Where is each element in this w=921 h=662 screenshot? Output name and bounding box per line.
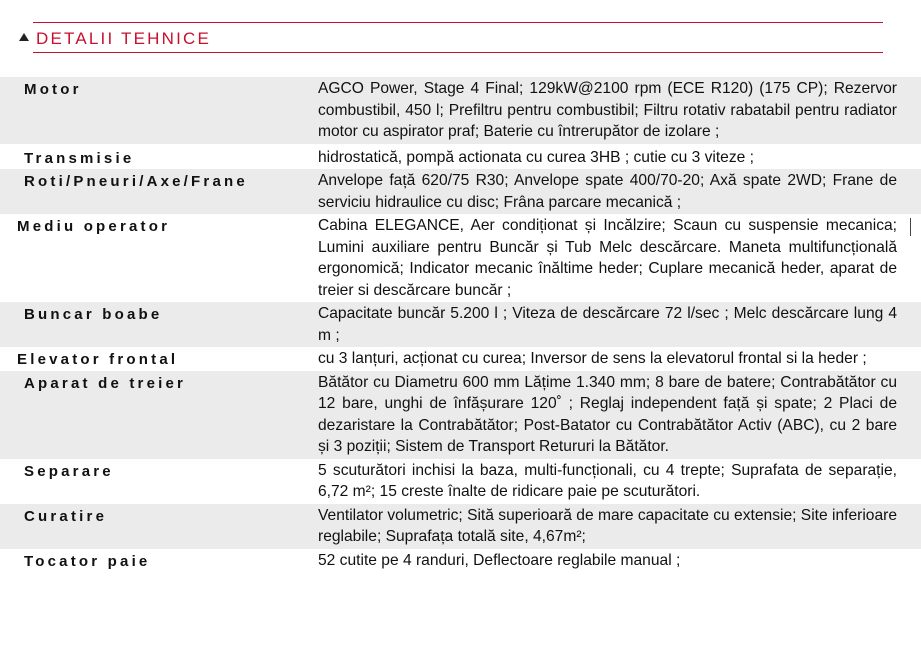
spec-row-mediu-operator xyxy=(0,214,921,302)
collapse-triangle-icon[interactable] xyxy=(19,33,29,41)
header-top-rule xyxy=(33,22,883,23)
spec-row-motor xyxy=(0,77,921,144)
spec-label: Buncar boabe xyxy=(24,306,163,323)
spec-label: Elevator frontal xyxy=(17,351,179,368)
spec-value: Ventilator volumetric; Sită superioară de mare capacitate cu extensie; Site inferioare reglabile; Suprafața totală site, 4,67m²; xyxy=(318,506,898,545)
spec-value: hidrostatică, pompă actionata cu curea 3HB ; cutie cu 3 viteze ; xyxy=(318,148,754,166)
section-title: DETALII TEHNICE xyxy=(36,29,212,48)
spec-row-curatire xyxy=(0,504,921,549)
spec-label: Motor xyxy=(24,81,82,98)
spec-value: 52 cutite pe 4 randuri, Deflectoare reglabile manual ; xyxy=(318,551,681,569)
spec-label: Mediu operator xyxy=(17,218,171,235)
spec-row-separare xyxy=(0,459,921,504)
spec-row-roti xyxy=(0,169,921,214)
spec-value: Cabina ELEGANCE, Aer condiționat și Incălzire; Scaun cu suspensie mecanica; Lumini auxiliare pentru Buncăr și Tub Melc descărcare. Maneta multifuncțională ergonomică; Indicator mecanic înăltime heder; Cuplare mecanică heder, aparat de treier si descărcare buncăr ; xyxy=(318,217,897,299)
spec-row-tocator xyxy=(0,549,921,573)
spec-label: Curatire xyxy=(24,507,108,525)
text-cursor xyxy=(910,218,911,236)
header-bottom-rule xyxy=(33,52,883,53)
spec-label: Roti/Pneuri/Axe/Frane xyxy=(24,173,248,190)
spec-value: Anvelope față 620/75 R30; Anvelope spate 400/70-20; Axă spate 2WD; Frane de serviciu hidraulice cu disc; Frâna parcare mecanică ; xyxy=(318,172,897,211)
specs-table xyxy=(0,77,921,572)
spec-value: Capacitate buncăr 5.200 l ; Viteza de descărcare 72 l/sec ; Melc descărcare lung 4 m ; xyxy=(318,305,897,344)
spec-row-aparat-treier xyxy=(0,371,921,459)
spec-label: Aparat de treier xyxy=(24,374,187,392)
spec-value: cu 3 lanțuri, acționat cu curea; Inversor de sens la elevatorul frontal si la heder ; xyxy=(318,350,867,367)
spec-value: Bătător cu Diametru 600 mm Lățime 1.340 mm; 8 bare de batere; Contrabătător cu 12 bare, unghi de înfășurare 120˚ ; Reglaj independent față și spate; 2 Placi de dezaristare la Contrabătător; Post-Batator cu Contrabătător Activ (ABC), cu 2 bare și 3 poziții; Sistem de Transport Retururi la Bătător. xyxy=(318,373,897,455)
spec-row-buncar xyxy=(0,302,921,347)
spec-value: 5 scuturători inchisi la baza, multi-funcționali, cu 4 trepte; Suprafata de separație, 6,72 m²; 15 creste înalte de ridicare paie pe scuturători. xyxy=(318,461,897,500)
spec-row-elevator xyxy=(0,347,921,371)
spec-label: Transmisie xyxy=(24,149,135,167)
spec-label: Separare xyxy=(24,462,114,480)
spec-label: Tocator paie xyxy=(24,552,151,570)
spec-row-transmisie xyxy=(0,146,921,170)
spec-value: AGCO Power, Stage 4 Final; 129kW@2100 rpm (ECE R120) (175 CP); Rezervor combustibil, 450 l; Prefiltru pentru combustibil; Filtru rotativ rabatabil pentru radiator motor cu aspirator praf; Baterie cu întrerupător de izolare ; xyxy=(318,80,897,140)
